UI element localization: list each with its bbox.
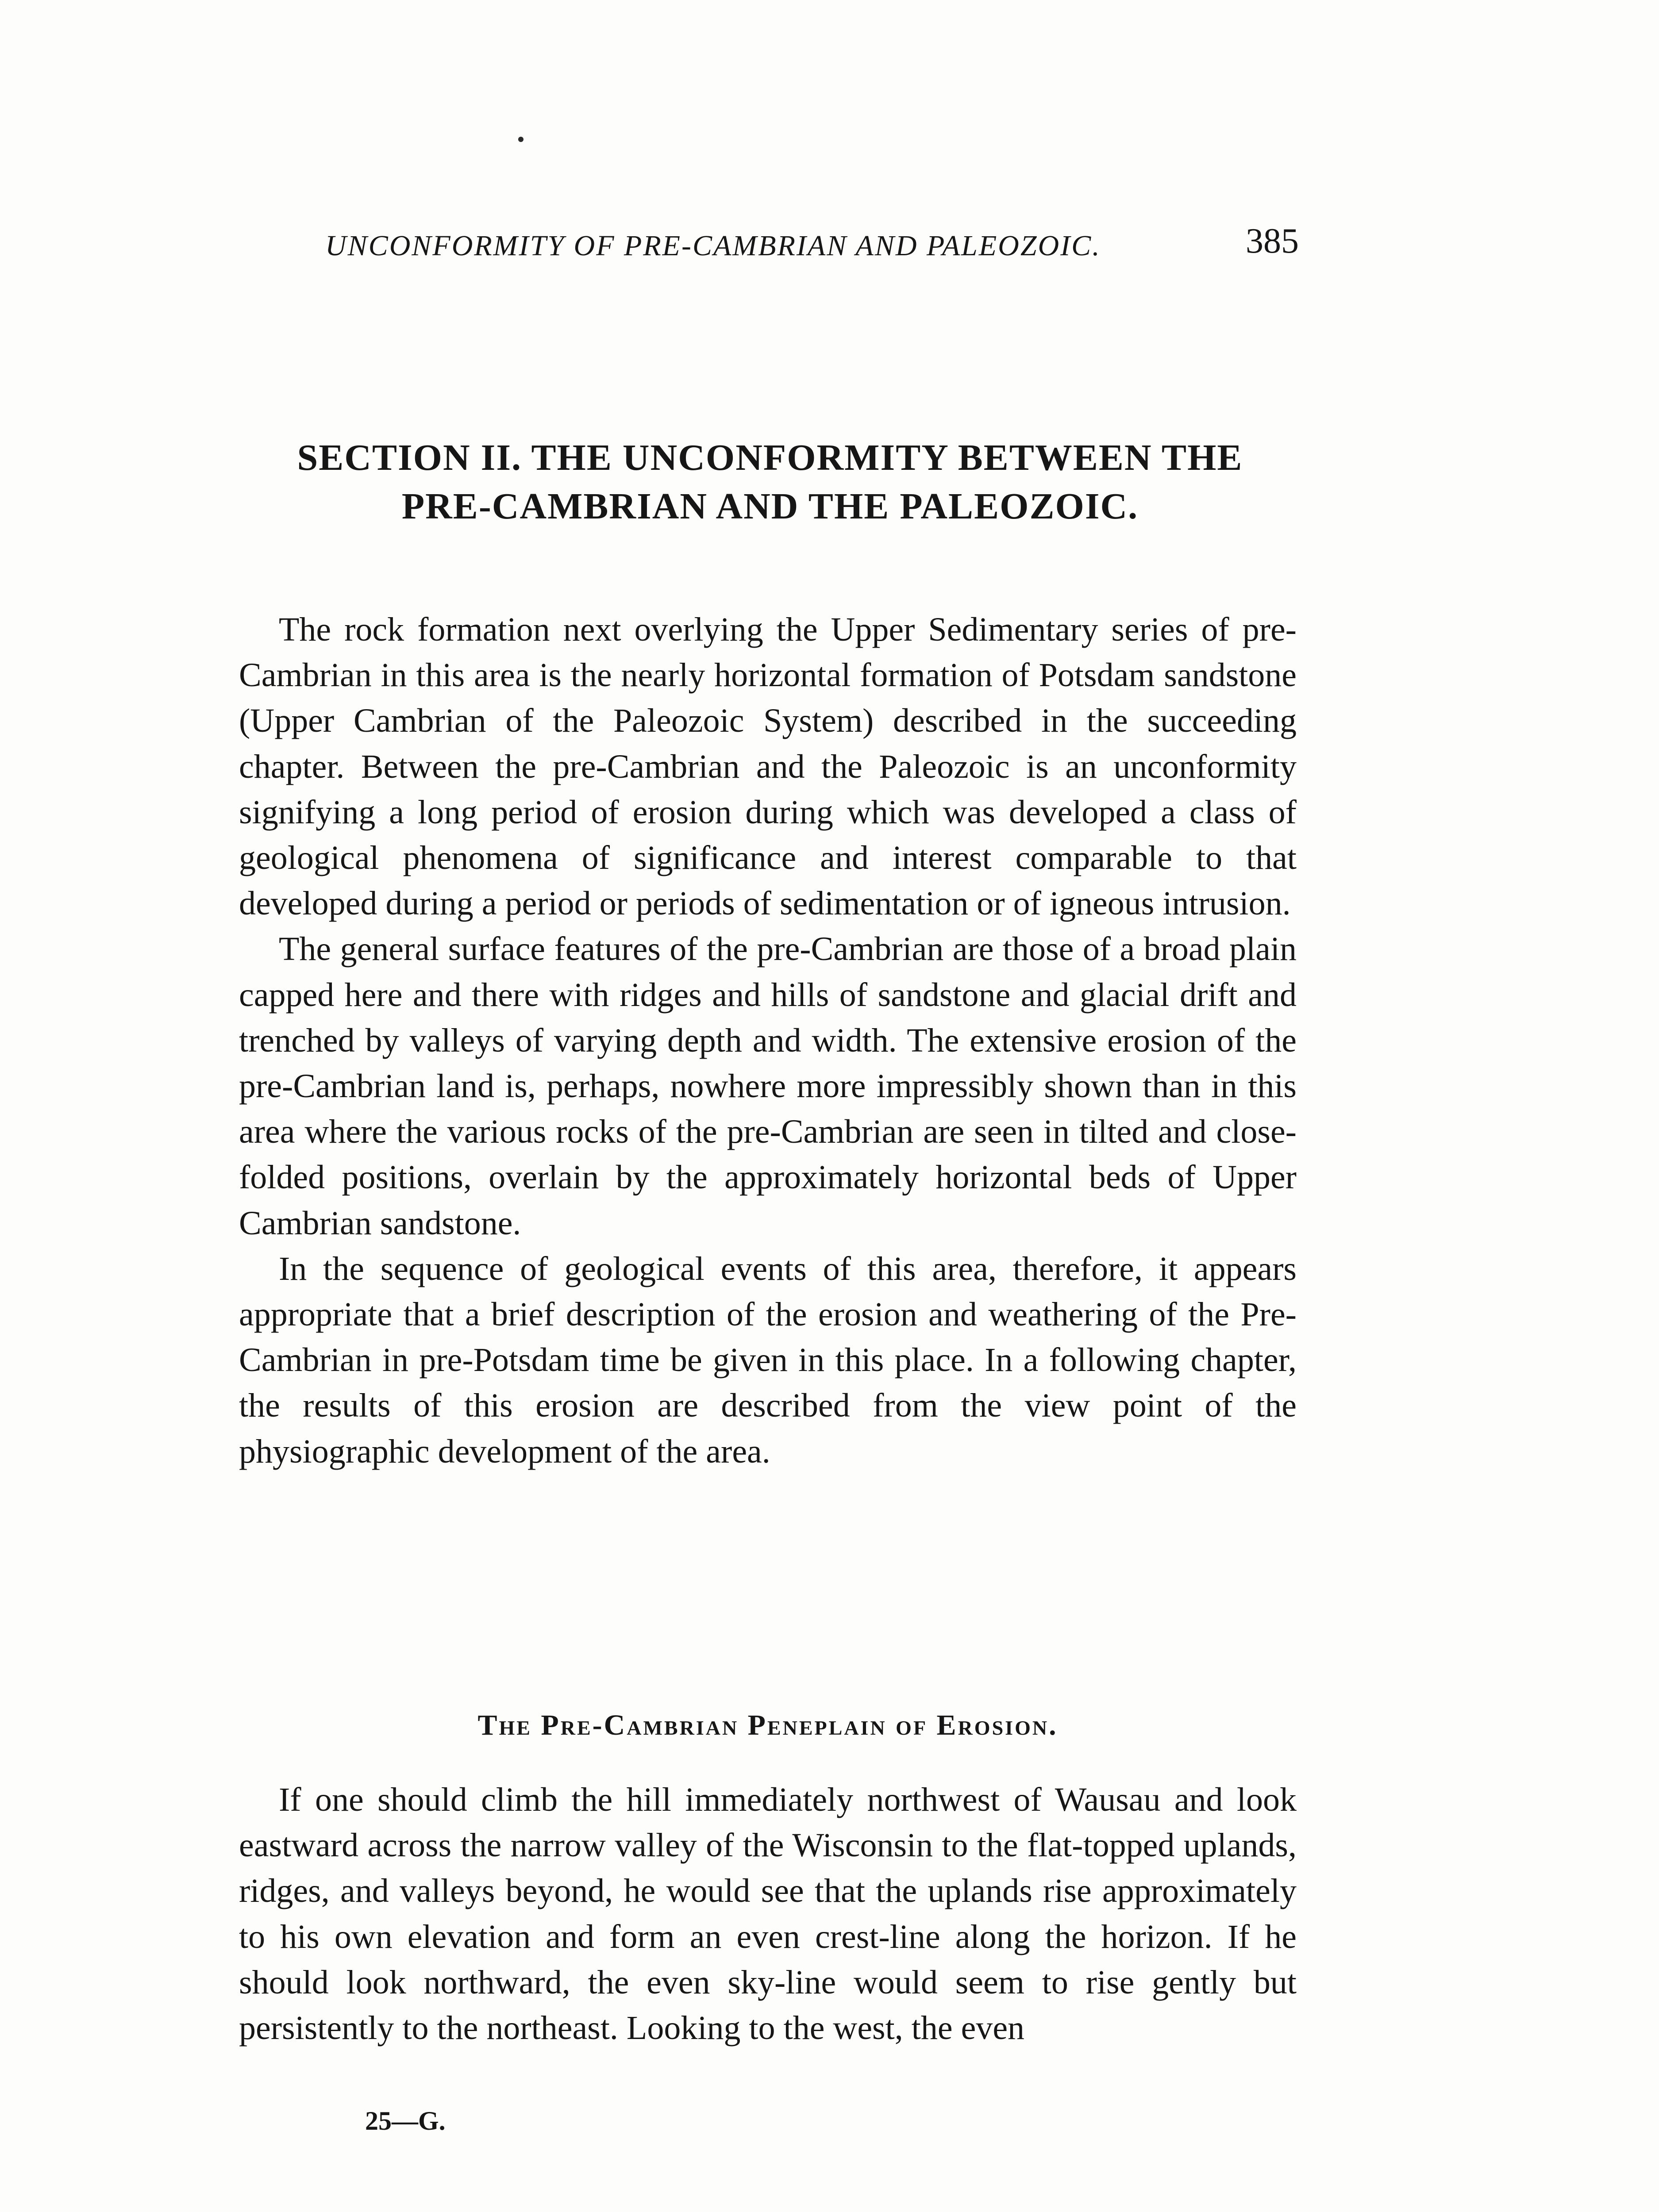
paragraph-2: The general surface features of the pre-Cambrian are those of a broad plain capped here and there with ridges and hills of sandstone and glacial drift and trenched by valleys of varying depth and width. The extensive erosion of the pre-Cambrian land is, perhaps, nowhere more impressibly shown than in this area where the various rocks of the pre-Cambrian are seen in tilted and close-folded positions, overlain by the approximately horizontal beds of Upper Cambrian sandstone. xyxy=(239,930,1297,1242)
section-title-line-1: SECTION II. THE UNCONFORMITY BETWEEN THE xyxy=(297,437,1243,478)
subheading: The Pre-Cambrian Peneplain of Erosion. xyxy=(477,1709,1058,1741)
running-head-title: UNCONFORMITY OF PRE-CAMBRIAN AND PALEOZOIC. xyxy=(325,230,1101,262)
intro-text-block xyxy=(239,607,1297,1475)
running-head xyxy=(325,221,1299,274)
ink-speck xyxy=(518,137,523,142)
paragraph-1: The rock formation next overlying the Upper Sedimentary series of pre-Cambrian in this area is the nearly horizontal formation of Potsdam sandstone (Upper Cambrian of the Paleozoic System) described in the succeeding chapter. Between the pre-Cambrian and the Paleozoic is an unconformity signifying a long period of erosion during which was developed a class of geological phenomena of significance and interest comparable to that developed during a period or periods of sedimentation or of igneous intrusion. xyxy=(239,611,1297,922)
section-title xyxy=(239,434,1301,531)
signature-mark: 25—G. xyxy=(365,2106,446,2135)
peneplain-text-block xyxy=(239,1777,1297,2051)
paragraph-3: In the sequence of geological events of this area, therefore, it appears appropriate that a brief description of the erosion and weathering of the Pre-Cambrian in pre-Potsdam time be given in this place. In a following chapter, the results of this erosion are described from the view point of the physiographic development of the area. xyxy=(239,1250,1297,1470)
paragraph-4: If one should climb the hill immediately northwest of Wausau and look eastward across the narrow valley of the Wisconsin to the flat-topped uplands, ridges, and valleys beyond, he would see that the uplands rise approximately to his own elevation and form an even crest-line along the horizon. If he should look northward, the even sky-line would seem to rise gently but persistently to the northeast. Looking to the west, the even xyxy=(239,1781,1297,2047)
section-title-line-2: PRE-CAMBRIAN AND THE PALEOZOIC. xyxy=(401,486,1139,527)
page-number: 385 xyxy=(1246,222,1299,261)
